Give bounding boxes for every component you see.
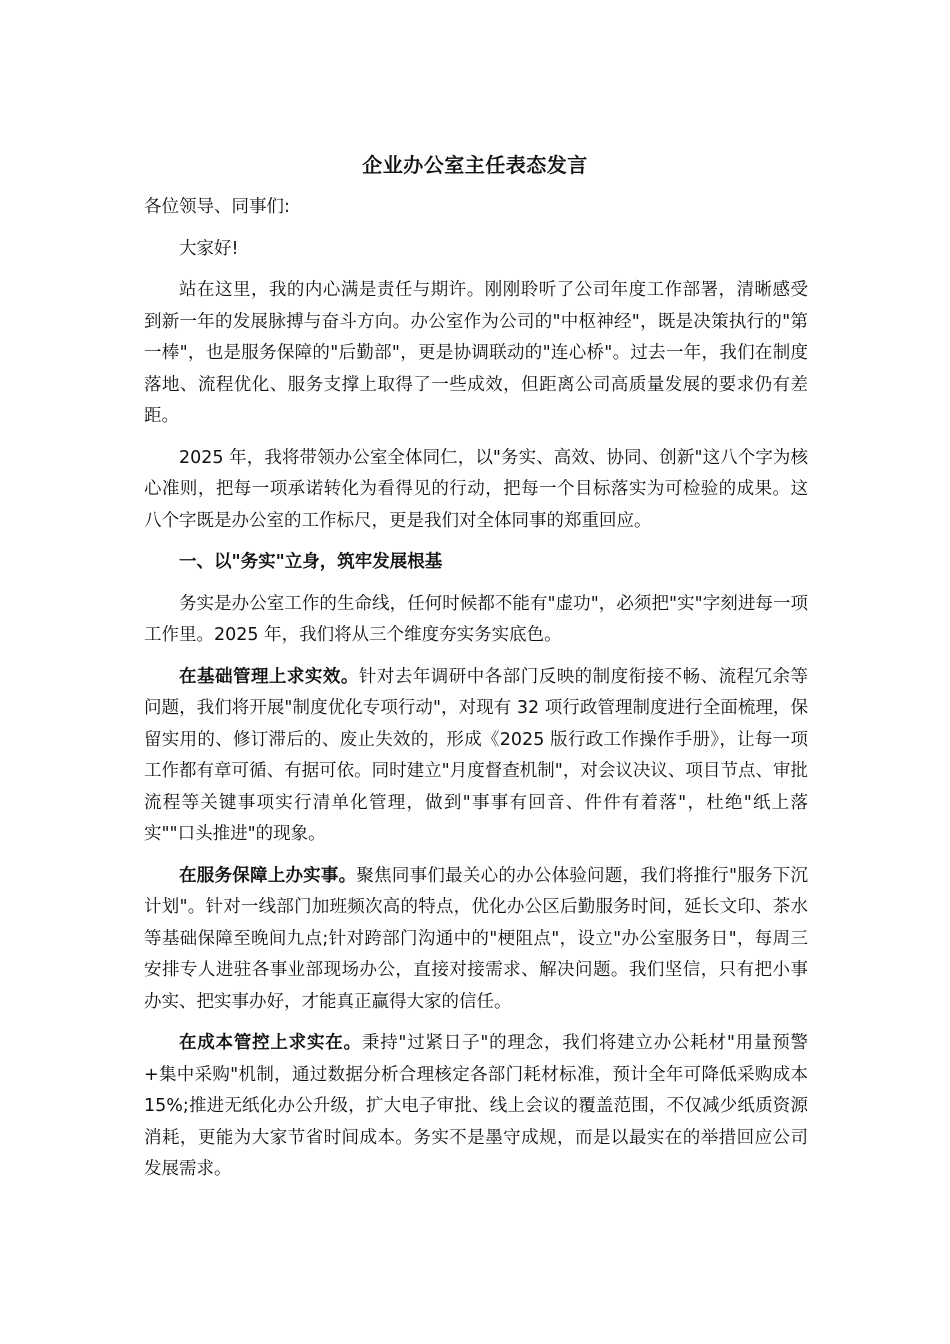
- item-lead-phrase: 在基础管理上求实效。: [179, 666, 359, 687]
- salutation: 各位领导、同事们:: [144, 197, 290, 217]
- section-intro-paragraph: 务实是办公室工作的生命线，任何时候都不能有"虚功"，必须把"实"字刻进每一项工作里。2025 年，我们将从三个维度夯实务实底色。: [144, 593, 808, 645]
- section-item-paragraph: [144, 662, 808, 851]
- item-lead-phrase: 在成本管控上求实在。: [179, 1033, 362, 1053]
- document-title: 企业办公室主任表态发言: [362, 153, 588, 177]
- item-body-text: 针对去年调研中各部门反映的制度衔接不畅、流程冗余等问题，我们将开展"制度优化专项行动"，对现有 32 项行政管理制度进行全面梳理，保留实用的、修订滞后的、废止失效的，形成《2025 版行政工作操作手册》，让每一项工作都有章可循、有据可依。同时建立"月度督查机制"，对会议决议、项目节点、审批流程等关键事项实行清单化管理，做到"事事有回音、件件有着落"，杜绝"纸上落实""口头推进"的现象。: [144, 666, 809, 844]
- section-item-paragraph: [144, 861, 808, 1019]
- item-body-text: 聚焦同事们最关心的办公体验问题，我们将推行"服务下沉计划"。针对一线部门加班频次高的特点，优化办公区后勤服务时间，延长文印、茶水等基础保障至晚间九点;针对跨部门沟通中的"梗阻点"，设立"办公室服务日"，每周三安排专人进驻各事业部现场办公，直接对接需求、解决问题。我们坚信，只有把小事办实、把实事办好，才能真正赢得大家的信任。: [144, 865, 808, 1012]
- greeting: 大家好!: [179, 238, 239, 259]
- intro-paragraph: 站在这里，我的内心满是责任与期许。刚刚聆听了公司年度工作部署，清晰感受到新一年的发展脉搏与奋斗方向。办公室作为公司的"中枢神经"，既是决策执行的"第一棒"，也是服务保障的"后勤部"，更是协调联动的"连心桥"。过去一年，我们在制度落地、流程优化、服务支撑上取得了一些成效，但距离公司高质量发展的要求仍有差距。: [144, 280, 808, 426]
- item-lead-phrase: 在服务保障上办实事。: [179, 865, 357, 886]
- document-body: [144, 192, 808, 1196]
- section-item-paragraph: [144, 1028, 808, 1186]
- intro-paragraph: 2025 年，我将带领办公室全体同仁，以"务实、高效、协同、创新"这八个字为核心准则，把每一项承诺转化为看得见的行动，把每一个目标落实为可检验的成果。这八个字既是办公室的工作标尺，更是我们对全体同事的郑重回应。: [144, 447, 808, 531]
- item-body-text: 秉持"过紧日子"的理念，我们将建立办公耗材"用量预警+集中采购"机制，通过数据分析合理核定各部门耗材标准，预计全年可降低采购成本 15%;推进无纸化办公升级，扩大电子审批、线上会议的覆盖范围，不仅减少纸质资源消耗，更能为大家节省时间成本。务实不是墨守成规，而是以最实在的举措回应公司发展需求。: [144, 1033, 808, 1179]
- section-heading: 一、以"务实"立身，筑牢发展根基: [179, 552, 443, 572]
